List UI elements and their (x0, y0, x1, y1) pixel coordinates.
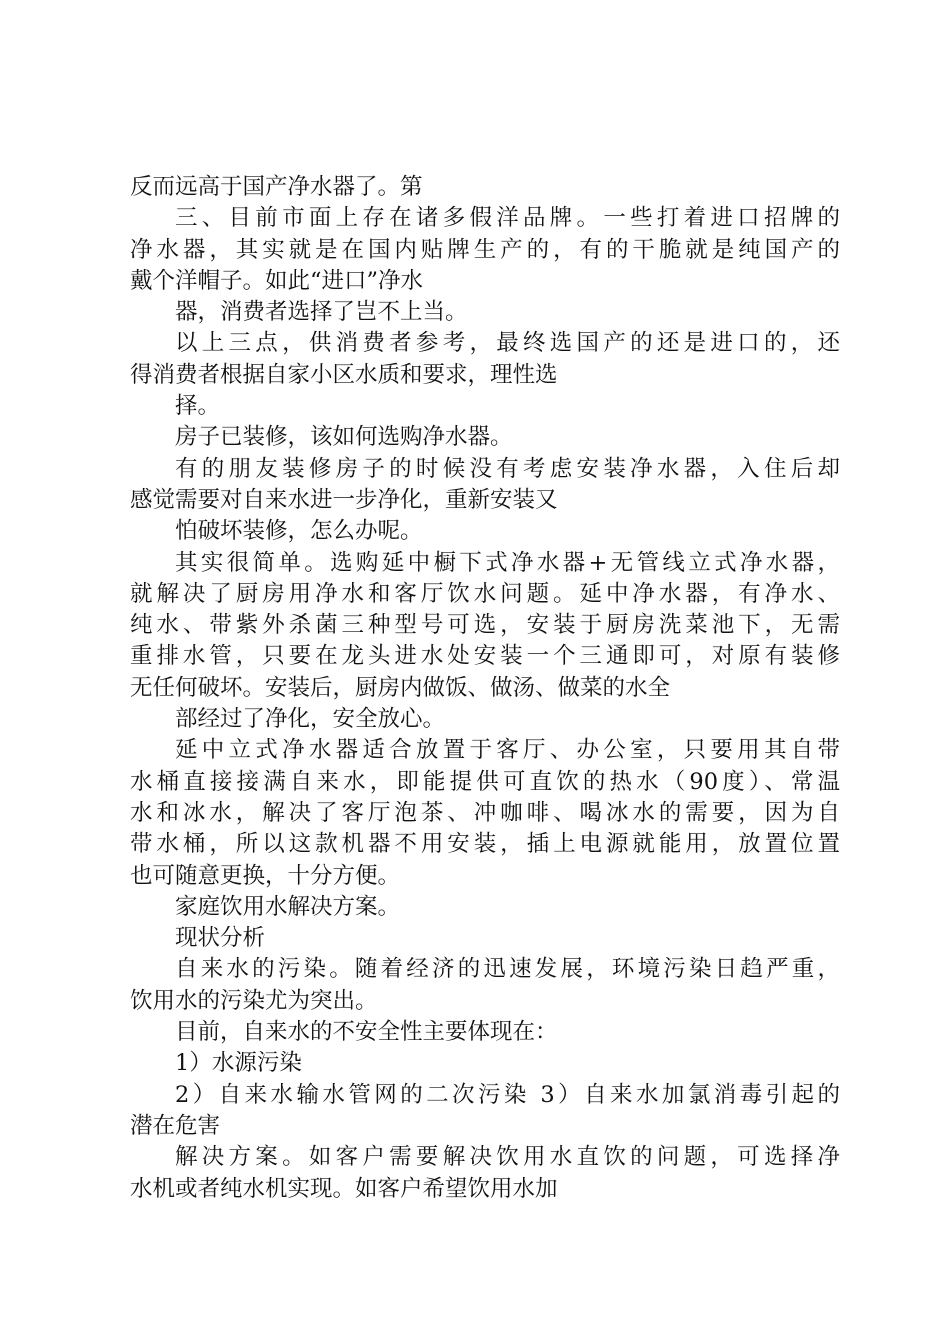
text-line: 器，消费者选择了岂不上当。 (175, 299, 468, 326)
text-line: 1）水源污染 (175, 1050, 302, 1077)
text-line: 解决方案。如客户需要解决饮用水直饮的问题，可选择净 (175, 1144, 840, 1171)
text-line: 重排水管，只要在龙头进水处安装一个三通即可，对原有装修 (130, 643, 840, 670)
text-line: 现状分析 (175, 925, 266, 952)
text-line: 反而远高于国产净水器了。第 (130, 174, 423, 200)
document-body (130, 172, 840, 1205)
text-line: 以上三点，供消费者参考，最终选国产的还是进口的，还 (175, 330, 840, 357)
text-line: 有的朋友装修房子的时候没有考虑安装净水器，入住后却 (175, 455, 840, 482)
text-line: 也可随意更换，十分方便。 (130, 862, 401, 889)
text-line: 净水器，其实就是在国内贴牌生产的，有的干脆就是纯国产的 (130, 236, 840, 263)
text-line: 带水桶，所以这款机器不用安装，插上电源就能用，放置位置 (130, 831, 840, 858)
text-line: 饮用水的污染尤为突出。 (130, 987, 378, 1014)
text-line: 水和冰水，解决了客厅泡茶、冲咖啡、喝冰水的需要，因为自 (130, 799, 840, 826)
text-line: 其实很简单。选购延中橱下式净水器+无管线立式净水器， (175, 549, 840, 576)
text-line: 2）自来水输水管网的二次污染 3）自来水加氯消毒引起的 (175, 1081, 840, 1108)
text-line: 纯水、带紫外杀菌三种型号可选，安装于厨房洗菜池下，无需 (130, 612, 840, 639)
text-line: 得消费者根据自家小区水质和要求，理性选 (130, 361, 558, 388)
text-line: 择。 (175, 393, 221, 420)
text-line: 目前，自来水的不安全性主要体现在： (175, 1019, 558, 1046)
text-line: 就解决了厨房用净水和客厅饮水问题。延中净水器，有净水、 (130, 580, 840, 607)
text-line: 戴个洋帽子。如此“进口”净水 (130, 267, 424, 294)
text-line: 水机或者纯水机实现。如客户希望饮用水加 (130, 1175, 558, 1202)
text-line: 房子已装修，该如何选购净水器。 (175, 424, 513, 451)
text-line: 家庭饮用水解决方案。 (175, 893, 401, 920)
text-line: 水桶直接接满自来水，即能提供可直饮的热水（90度）、常温 (130, 768, 840, 795)
text-line: 自来水的污染。随着经济的迅速发展，环境污染日趋严重， (175, 956, 840, 983)
text-line: 三、目前市面上存在诸多假洋品牌。一些打着进口招牌的 (175, 205, 840, 232)
text-line: 延中立式净水器适合放置于客厅、办公室，只要用其自带 (175, 737, 840, 764)
text-line: 潜在危害 (130, 1112, 221, 1139)
text-line: 部经过了净化，安全放心。 (175, 706, 446, 733)
text-line: 无任何破坏。安装后，厨房内做饭、做汤、做菜的水全 (130, 674, 671, 701)
text-line: 怕破坏装修，怎么办呢。 (175, 518, 423, 545)
text-line: 感觉需要对自来水进一步净化，重新安装又 (130, 486, 558, 513)
